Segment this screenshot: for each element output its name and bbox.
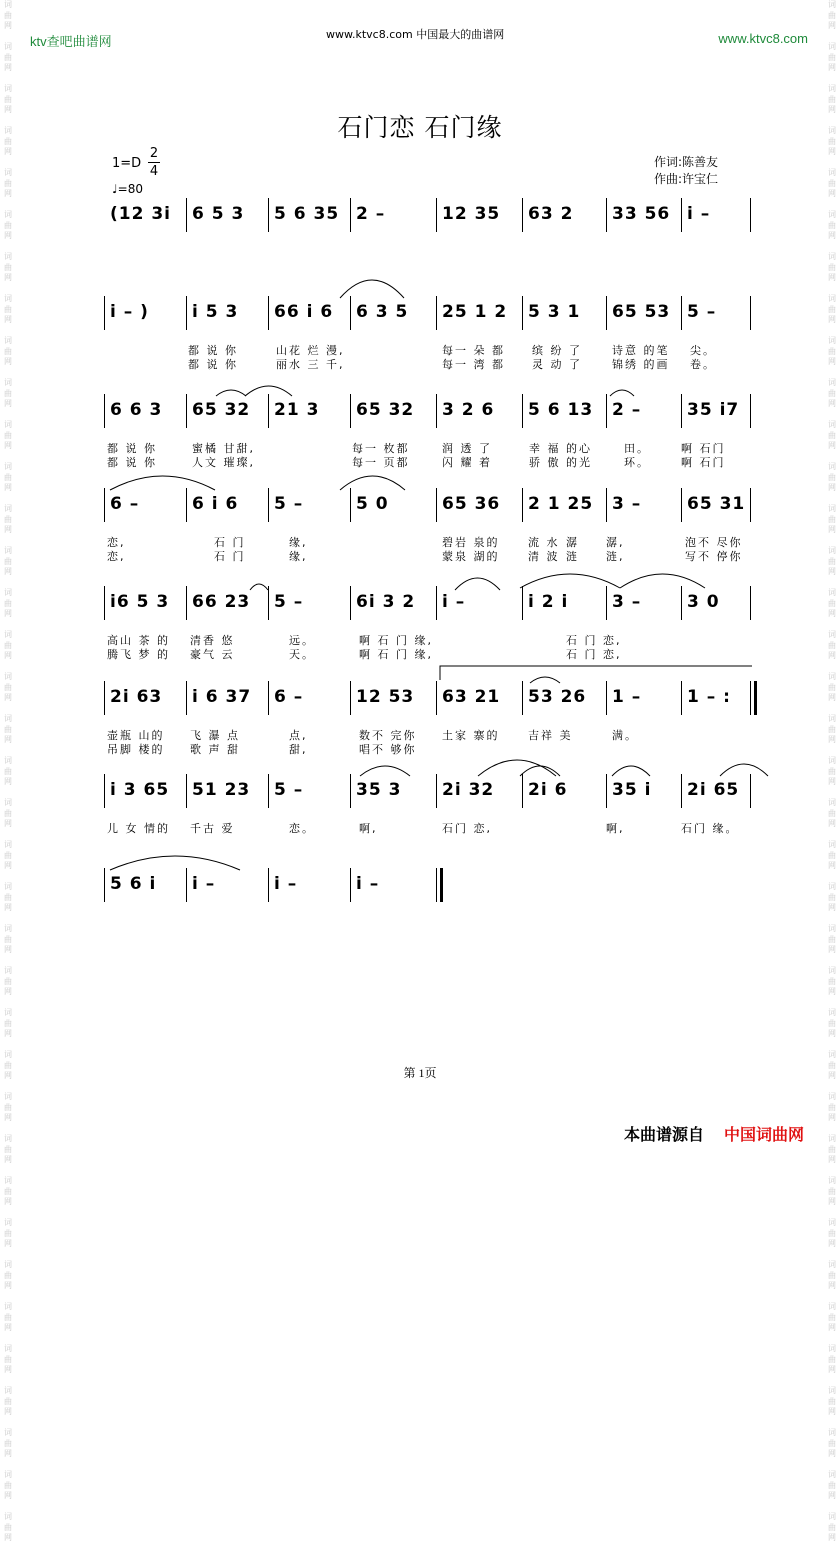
lyric-line-2: 石 门: [214, 550, 246, 563]
lyric-line-2: 缘,: [289, 550, 308, 563]
lyric-line-1: 尖。: [690, 344, 716, 357]
bar-line: [268, 488, 269, 522]
lyric-line-1: 清香 悠: [190, 634, 235, 647]
bar-line: [104, 868, 105, 902]
measure-notes: i –: [192, 874, 216, 894]
lyric-line-1: 高山 茶 的: [107, 634, 170, 647]
measure-notes: 65 53: [612, 302, 671, 322]
measure-notes: 2i 65: [687, 780, 740, 800]
lyric-line-1: 壶瓶 山的: [107, 729, 165, 742]
bar-line: [268, 296, 269, 330]
measure-notes: 6i 3 2: [356, 592, 416, 612]
bar-line: [606, 681, 607, 715]
measure-notes: 3 2 6: [442, 400, 495, 420]
lyric-line-2: 灵 动 了: [532, 358, 582, 371]
lyric-line-2: 写不 停你: [685, 550, 743, 563]
final-bar-line: [440, 868, 443, 902]
lyric-line-1: 石 门: [214, 536, 246, 549]
measure-notes: 35 i: [612, 780, 652, 800]
time-bottom: 4: [149, 164, 159, 179]
measure-notes: 6 –: [110, 494, 140, 514]
lyric-line-1: 幸 福 的心: [529, 442, 592, 455]
bar-line: [350, 868, 351, 902]
lyric-line-2: 涟,: [606, 550, 625, 563]
bar-line: [186, 394, 187, 428]
song-title: 石门恋 石门缘: [337, 113, 503, 142]
measure-notes: 2 1 25: [528, 494, 594, 514]
lyric-line-1: 潺,: [606, 536, 625, 549]
lyric-line-1: 满。: [612, 729, 638, 742]
measure-notes: 66 23: [192, 592, 251, 612]
bar-line: [350, 198, 351, 232]
bar-line: [606, 296, 607, 330]
bar-line: [522, 394, 523, 428]
bar-line: [186, 868, 187, 902]
slur-arc: [478, 760, 556, 776]
lyric-line-1: 每一 朵 都: [442, 344, 505, 357]
bar-line: [268, 586, 269, 620]
bar-line: [681, 488, 682, 522]
bar-line: [681, 198, 682, 232]
measure-notes: 6 5 3: [192, 204, 245, 224]
measure-notes: i 3 65: [110, 780, 170, 800]
lyric-line-1: 点,: [289, 729, 308, 742]
page-number: 第 1页: [403, 1066, 437, 1080]
key-signature: 1=D: [112, 156, 142, 171]
bar-line: [186, 586, 187, 620]
measure-notes: i 2 i: [528, 592, 569, 612]
lyric-line-2: 每一 湾 都: [442, 358, 505, 371]
bar-line: [104, 681, 105, 715]
bar-line: [350, 586, 351, 620]
bar-line: [104, 488, 105, 522]
slur-arc: [455, 578, 500, 590]
measure-notes: 2i 63: [110, 687, 163, 707]
lyric-line-2: 歌 声 甜: [190, 743, 240, 756]
lyric-line-2: 锦绣 的画: [612, 358, 670, 371]
time-top: 2: [149, 146, 159, 161]
lyric-line-1: 恋,: [107, 536, 126, 549]
volta-bracket: [440, 666, 752, 680]
measure-notes: 35 3: [356, 780, 402, 800]
slur-arc: [720, 764, 768, 776]
slur-arc: [250, 584, 268, 590]
measure-notes: (12 3i: [110, 204, 172, 224]
composer-credit: 作曲:许宝仁: [654, 172, 719, 186]
slur-arc: [110, 476, 215, 490]
bar-line: [268, 394, 269, 428]
measure-notes: 6 3 5: [356, 302, 409, 322]
measure-notes: 5 6 35: [274, 204, 340, 224]
bar-line: [268, 198, 269, 232]
lyric-line-2: 啊 石 门 缘,: [359, 648, 433, 661]
measure-notes: 1 –: [612, 687, 642, 707]
lyric-line-1: 田。: [624, 442, 650, 455]
lyric-line-1: 儿 女 情的: [107, 822, 170, 835]
header-site-right[interactable]: www.ktvc8.com: [718, 31, 808, 46]
lyric-line-2: 都 说 你: [188, 358, 238, 371]
side-watermark-right: 词 曲 网 词 曲 网 词 曲 网 词 曲 网 词 曲 网 词 曲 网 词 曲 网 词 曲 网 词 曲 网 词 曲 网 词 曲 网 词 曲 网 词 曲 网 词 曲 网 词 曲 网 词 曲 网 词 曲 网 词 曲 网 词 曲 网 词 曲 网 词 曲 网 词 曲 网 词 曲 网 词 曲 网 词 曲 网 词 曲 网 词 曲 网 词 曲 网 词 曲 网 词 曲 网 词 曲 网 词 曲 网 词 曲 网 词 曲 网 词 曲 网 词 曲 网 词 曲 网: [828, 0, 836, 1542]
bar-line: [750, 394, 751, 428]
bar-line: [436, 681, 437, 715]
measure-notes: 63 21: [442, 687, 501, 707]
bar-line: [436, 868, 437, 902]
measure-notes: 6 –: [274, 687, 304, 707]
lyric-line-1: 蜜橘 甘甜,: [192, 442, 255, 455]
lyric-line-1: 恋。: [289, 822, 315, 835]
bar-line: [522, 681, 523, 715]
bar-line: [606, 198, 607, 232]
slur-arc: [610, 390, 634, 396]
lyric-line-1: 潺: [566, 536, 579, 549]
bar-line: [681, 774, 682, 808]
bar-line: [350, 296, 351, 330]
lyric-line-1: 千古 爱: [190, 822, 235, 835]
lyricist-credit: 作词:陈善友: [654, 155, 719, 169]
bar-line: [350, 774, 351, 808]
bar-line: [522, 198, 523, 232]
lyric-line-1: 碧岩 泉的: [442, 536, 500, 549]
lyric-line-2: 啊 石门: [681, 456, 726, 469]
measure-notes: 21 3: [274, 400, 320, 420]
lyric-line-2: 腾飞 梦 的: [107, 648, 170, 661]
measure-notes: i –: [356, 874, 380, 894]
measure-notes: 2 –: [612, 400, 642, 420]
measure-notes: i – ): [110, 302, 149, 322]
bar-line: [186, 774, 187, 808]
lyric-line-2: 骄 傲 的光: [529, 456, 592, 469]
bar-line: [750, 296, 751, 330]
lyric-line-1: 泡不 尽你: [685, 536, 743, 549]
measure-notes: 65 36: [442, 494, 501, 514]
measure-notes: 51 23: [192, 780, 251, 800]
measure-notes: 35 i7: [687, 400, 740, 420]
bar-line: [436, 394, 437, 428]
measure-notes: 25 1 2: [442, 302, 508, 322]
bar-line: [104, 394, 105, 428]
measure-notes: i6 5 3: [110, 592, 170, 612]
bar-line: [681, 586, 682, 620]
measure-notes: 5 –: [274, 494, 304, 514]
bar-line: [436, 774, 437, 808]
lyric-line-1: 流 水: [528, 536, 560, 549]
bar-line: [750, 488, 751, 522]
lyric-line-1: 诗意 的笔: [612, 344, 670, 357]
lyric-line-1: 石门 恋,: [442, 822, 492, 835]
bar-line: [681, 394, 682, 428]
measure-notes: 5 6 i: [110, 874, 157, 894]
lyric-line-1: 缤 纷 了: [532, 344, 582, 357]
measure-notes: 53 26: [528, 687, 587, 707]
slur-arc: [612, 766, 650, 776]
slur-arc: [110, 856, 240, 870]
measure-notes: 2i 32: [442, 780, 495, 800]
measure-notes: i –: [442, 592, 466, 612]
measure-notes: i –: [687, 204, 711, 224]
bar-line: [436, 296, 437, 330]
measure-notes: i 6 37: [192, 687, 252, 707]
bar-line: [606, 586, 607, 620]
lyric-line-2: 涟: [566, 550, 579, 563]
measure-notes: 63 2: [528, 204, 574, 224]
header-site-left[interactable]: ktv查吧曲谱网: [30, 34, 112, 49]
measure-notes: 66 i 6: [274, 302, 334, 322]
lyric-line-1: 都 说 你: [107, 442, 157, 455]
bar-line: [681, 296, 682, 330]
bar-line: [186, 198, 187, 232]
source-site-link[interactable]: 中国词曲网: [723, 1125, 804, 1144]
bar-line: [522, 586, 523, 620]
measure-notes: 5 –: [274, 780, 304, 800]
lyric-line-2: 闪 耀 着: [442, 456, 492, 469]
bar-line: [750, 681, 751, 715]
measure-notes: 6 i 6: [192, 494, 239, 514]
lyric-line-1: 润 透 了: [442, 442, 492, 455]
bar-line: [186, 681, 187, 715]
bar-line: [104, 586, 105, 620]
lyric-line-2: 石 门 恋,: [566, 648, 622, 661]
lyric-line-2: 唱不 够你: [359, 743, 417, 756]
bar-line: [268, 774, 269, 808]
header-site-center[interactable]: www.ktvc8.com 中国最大的曲谱网: [326, 28, 505, 41]
lyric-line-1: 远。: [289, 634, 315, 647]
measure-notes: 5 –: [687, 302, 717, 322]
measure-notes: i –: [274, 874, 298, 894]
slur-arc: [216, 390, 246, 396]
bar-line: [522, 774, 523, 808]
time-signature: [148, 146, 160, 179]
bar-line: [350, 488, 351, 522]
lyric-line-1: 吉祥 美: [528, 729, 573, 742]
lyric-line-2: 人文 璀璨,: [192, 456, 255, 469]
lyric-line-1: 都 说 你: [188, 344, 238, 357]
slur-arc: [520, 574, 620, 588]
measure-notes: 5 3 1: [528, 302, 581, 322]
measure-notes: 6 6 3: [110, 400, 163, 420]
bar-line: [104, 774, 105, 808]
bar-line: [268, 868, 269, 902]
lyric-line-2: 蒙泉 湖的: [442, 550, 500, 563]
measure-notes: 12 53: [356, 687, 415, 707]
bar-line: [186, 296, 187, 330]
measure-notes: 65 32: [192, 400, 251, 420]
source-note: [624, 1122, 804, 1145]
final-bar-line: [754, 681, 757, 715]
bar-line: [436, 198, 437, 232]
bar-line: [606, 394, 607, 428]
source-label: 本曲谱源自: [623, 1125, 704, 1144]
measure-notes: 5 –: [274, 592, 304, 612]
measure-notes: 2 –: [356, 204, 386, 224]
measure-notes: 65 31: [687, 494, 746, 514]
bar-line: [606, 488, 607, 522]
measure-notes: 2i 6: [528, 780, 568, 800]
lyric-line-2: 环。: [624, 456, 650, 469]
bar-line: [522, 488, 523, 522]
slur-arc: [530, 677, 560, 683]
measure-notes: 5 0: [356, 494, 389, 514]
bar-line: [606, 774, 607, 808]
lyric-line-1: 石门 缘。: [681, 822, 739, 835]
lyric-line-1: 山花 烂 漫,: [276, 344, 345, 357]
bar-line: [104, 296, 105, 330]
slur-arc: [520, 766, 560, 776]
bar-line: [268, 681, 269, 715]
measure-notes: 65 32: [356, 400, 415, 420]
lyric-line-1: 啊,: [359, 822, 378, 835]
lyric-line-1: 啊 石门: [681, 442, 726, 455]
tempo-mark: ♩=80: [112, 182, 143, 196]
bar-line: [350, 394, 351, 428]
slur-arc: [360, 766, 410, 776]
bar-line: [186, 488, 187, 522]
lyric-line-1: 每一 枚都: [352, 442, 410, 455]
bar-line: [436, 586, 437, 620]
measure-notes: 3 –: [612, 494, 642, 514]
lyric-line-1: 缘,: [289, 536, 308, 549]
bar-line: [350, 681, 351, 715]
slur-arc: [620, 574, 705, 588]
bar-line: [750, 774, 751, 808]
measure-notes: 3 –: [612, 592, 642, 612]
lyric-line-2: 甜,: [289, 743, 308, 756]
lyric-line-2: 都 说 你: [107, 456, 157, 469]
measure-notes: 33 56: [612, 204, 671, 224]
measure-notes: i 5 3: [192, 302, 239, 322]
lyric-line-1: 土家 寨的: [442, 729, 500, 742]
bar-line: [522, 296, 523, 330]
lyric-line-2: 清 波: [528, 550, 560, 563]
lyric-line-1: 啊,: [606, 822, 625, 835]
lyric-line-2: 吊脚 楼的: [107, 743, 165, 756]
bar-line: [750, 586, 751, 620]
measure-notes: 12 35: [442, 204, 501, 224]
measure-notes: 1 – :: [687, 687, 731, 707]
bar-line: [436, 488, 437, 522]
lyric-line-2: 卷。: [690, 358, 716, 371]
lyric-line-2: 天。: [289, 648, 315, 661]
lyric-line-1: 啊 石 门 缘,: [359, 634, 433, 647]
bar-line: [750, 198, 751, 232]
bar-line: [681, 681, 682, 715]
lyric-line-1: 飞 瀑 点: [190, 729, 240, 742]
measure-notes: 3 0: [687, 592, 720, 612]
lyric-line-2: 恋,: [107, 550, 126, 563]
lyric-line-2: 豪气 云: [190, 648, 235, 661]
measure-notes: 5 6 13: [528, 400, 594, 420]
lyric-line-1: 数不 完你: [359, 729, 417, 742]
side-watermark-left: 词 曲 网 词 曲 网 词 曲 网 词 曲 网 词 曲 网 词 曲 网 词 曲 网 词 曲 网 词 曲 网 词 曲 网 词 曲 网 词 曲 网 词 曲 网 词 曲 网 词 曲 网 词 曲 网 词 曲 网 词 曲 网 词 曲 网 词 曲 网 词 曲 网 词 曲 网 词 曲 网 词 曲 网 词 曲 网 词 曲 网 词 曲 网 词 曲 网 词 曲 网 词 曲 网 词 曲 网 词 曲 网 词 曲 网 词 曲 网 词 曲 网 词 曲 网 词 曲 网: [4, 0, 12, 1542]
lyric-line-1: 石 门 恋,: [566, 634, 622, 647]
lyric-line-2: 丽水 三 千,: [276, 358, 345, 371]
lyric-line-2: 每一 页都: [352, 456, 410, 469]
